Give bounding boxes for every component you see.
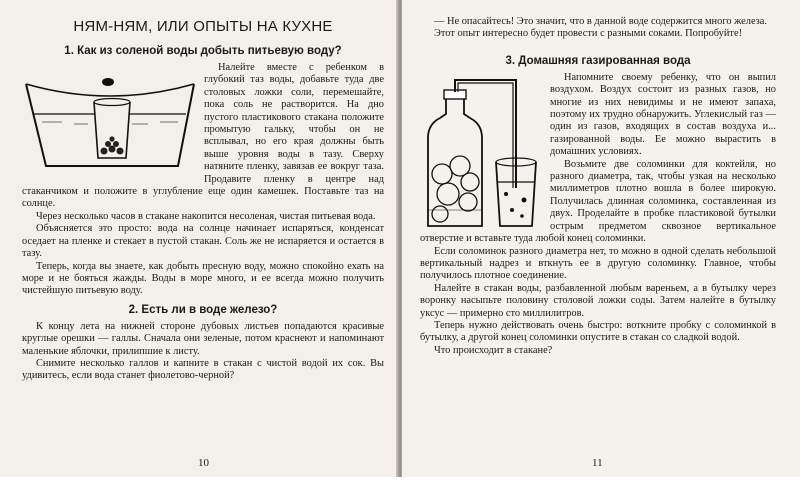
intro-paragraph-1: — Не опасайтесь! Это значит, что в данной воде содержится много железа. (434, 16, 768, 27)
section3-paragraph-4: Налейте в стакан воды, разбавленной любым вареньем, а в бутылку через воронку насыпьте половину столовой ложки соды. Затем налейте в бутылку уксус — примерно сто миллилитров. (420, 282, 776, 319)
section3-paragraph-1: Напомните своему ребенку, что он выпил воздухом. Воздух состоит из разных газов, но многие из них невидимы и не имеют запаха, поэтому их трудно обнаружить. Углекислый газ — один из газов, входящих в состав воздуха и... газированной воды. Ее можно вырастить в домашних условиях. (550, 71, 776, 158)
section1-body (22, 62, 384, 211)
section1-paragraph-2: Через несколько часов в стакане накопится несоленая, чистая питьевая вода. (36, 210, 376, 222)
chapter-title: НЯМ-НЯМ, ИЛИ ОПЫТЫ НА КУХНЕ (73, 18, 333, 35)
section1-paragraph-3: Объясняется это просто: вода на солнце начинает испаряться, конденсат оседает на пленке и стекает в пустой стакан. Соль же не испаряется и остается в тазу. (22, 223, 384, 260)
section3-paragraph-3: Если соломинок разного диаметра нет, то можно в одной сделать небольшой вертикальный надрез и вткнуть ее в другую соломинку. Главное, чтобы получилось плотное соединение. (420, 245, 776, 282)
section1-paragraph-1: Налейте вместе с ребенком в глубокий таз воды, добавьте туда две столовых ложки соли, перемешайте, пока соль не растворится. На дно пустого пластикового стакана положите промытую гальку, чтобы он не всплывал, но его края должны быть выше уровня воды в тазу. Сверху натяните пленку, завязав ее вокруг таза. Продавите пленку в центре над стаканчиком и положите в углубление еще один камешек. Поставьте таз на солнце. (22, 62, 384, 210)
section2-paragraph-2: Снимите несколько галлов и капните в стакан с чистой водой их сок. Вы удивитесь, если вода станет фиолетово-черной? (22, 357, 384, 382)
intro-paragraph-2: Этот опыт интересно будет провести с разными соками. Попробуйте! (434, 28, 743, 40)
section3-body (420, 72, 776, 246)
right-page (402, 0, 800, 477)
page-number-right: 11 (592, 457, 603, 469)
section1-paragraph-4: Теперь, когда вы знаете, как добыть пресную воду, можно спокойно ехать на море и не бояться жажды. Воды в море много, и ее всегда можно получить чистейшую питьевую воду. (22, 260, 384, 297)
basin-with-cup-illustration (22, 62, 198, 180)
section3-title: 3. Домашняя газированная вода (505, 54, 691, 67)
section2-paragraph-1: К концу лета на нижней стороне дубовых листьев попадаются красивые круглые орешки — галлы. Сначала они зеленые, потом краснеют и напоминают маленькие яблочки, прилипшие к листу. (22, 320, 384, 357)
bottle-straw-glass-illustration (420, 78, 542, 228)
left-page (0, 0, 398, 477)
section3-paragraph-5: Теперь нужно действовать очень быстро: воткните пробку с соломинкой в бутылку, а другой конец соломинки опустите в стакан со сладкой водой. (420, 319, 776, 344)
section3-paragraph-2: Возьмите две соломинки для коктейля, но разного диаметра, так, чтобы узкая на несколько миллиметров плотно вошла в более широкую. Получилась длинная соломинка, составленная из двух. Проделайте в пробке пластиковой бутылки острым предметом сквозное вертикальное отверстие и вставьте туда любой конец соломинки. (420, 158, 776, 245)
page-number-left: 10 (198, 457, 209, 469)
section1-title: 1. Как из соленой воды добыть питьевую воду? (64, 45, 342, 57)
section2-title: 2. Есть ли в воде железо? (128, 303, 278, 316)
section3-paragraph-6: Что происходит в стакане? (434, 344, 553, 356)
